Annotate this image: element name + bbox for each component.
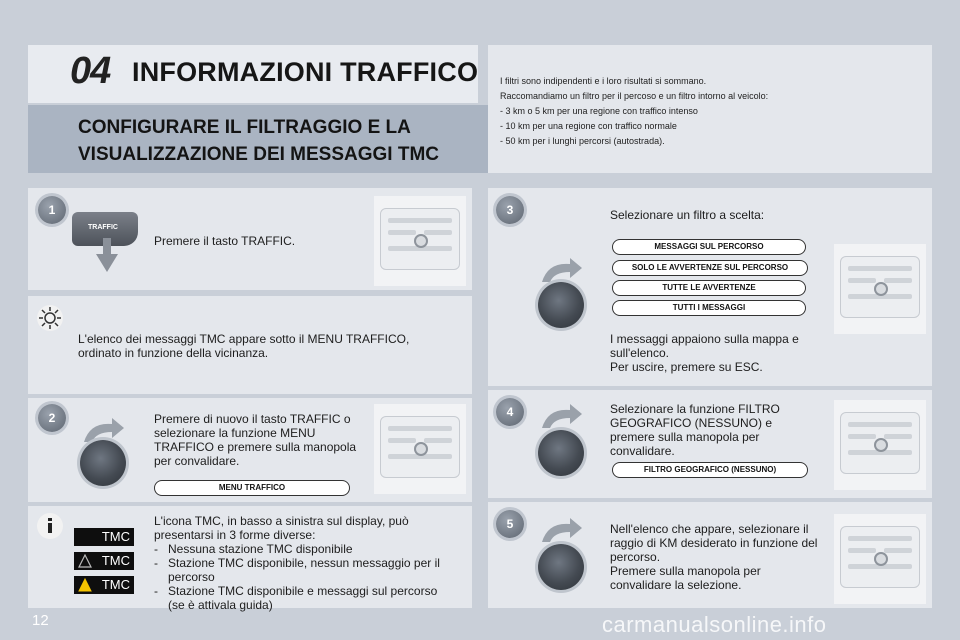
filter-option[interactable]: TUTTI I MESSAGGI (612, 300, 806, 316)
menu-traffico-pill: MENU TRAFFICO (154, 480, 350, 496)
tip-text: L'elenco dei messaggi TMC appare sotto il MENU TRAFFICO, ordinato in funzione della vicinanza. (78, 332, 410, 360)
tmc-status-messages: TMC (74, 576, 134, 594)
step5-text2: Premere sulla manopola per convalidare la selezione. (610, 564, 761, 592)
curved-arrow-icon (540, 516, 584, 544)
rotary-knob-icon (538, 282, 584, 328)
step1-text: Premere il tasto TRAFFIC. (154, 234, 296, 248)
step2-text: Premere di nuovo il tasto TRAFFIC o selezionare la funzione MENU TRAFFICO e premere sulla manopola per convalidare. (154, 412, 357, 468)
intro-line: Raccomandiamo un filtro per il percoso e un filtro intorno al veicolo: (500, 91, 769, 101)
list-item: - Stazione TMC disponibile, nessun messaggio per il percorso (154, 556, 440, 584)
sun-tip-icon (36, 304, 64, 332)
traffic-button-icon: TRAFFIC (72, 212, 138, 246)
rotary-knob-icon (80, 440, 126, 486)
page-title: INFORMAZIONI TRAFFICO (132, 57, 479, 87)
page-number: 12 (32, 612, 49, 629)
filter-option[interactable]: TUTTE LE AVVERTENZE (612, 280, 806, 296)
info-list (154, 542, 454, 612)
intro-line: - 50 km per i lunghi percorsi (autostrada). (500, 136, 665, 146)
filter-option[interactable]: SOLO LE AVVERTENZE SUL PERCORSO (612, 260, 808, 276)
step5-badge: 5 (496, 510, 524, 538)
radio-unit-image (374, 404, 466, 494)
intro-text (500, 74, 920, 149)
step3-badge: 3 (496, 196, 524, 224)
intro-line: I filtri sono indipendenti e i loro risultati si sommano. (500, 76, 707, 86)
warning-yellow-icon (78, 578, 92, 592)
list-item: - Nessuna stazione TMC disponibile (154, 542, 353, 556)
section-subtitle: CONFIGURARE IL FILTRAGGIO E LA VISUALIZZAZIONE DEI MESSAGGI TMC (78, 117, 440, 165)
watermark: carmanualsonline.info (602, 612, 827, 637)
intro-line: - 10 km per una regione con traffico normale (500, 121, 677, 131)
step1-badge: 1 (38, 196, 66, 224)
info-intro: L'icona TMC, in basso a sinistra sul display, può presentarsi in 3 forme diverse: (154, 514, 409, 542)
geo-filter-pill[interactable]: FILTRO GEOGRAFICO (NESSUNO) (612, 462, 808, 478)
step4-text: Selezionare la funzione FILTRO GEOGRAFICO (NESSUNO) e premere sulla manopola per convalidare. (610, 402, 780, 458)
radio-unit-image (834, 514, 926, 604)
section-number: 04 (70, 50, 111, 92)
intro-line: - 3 km o 5 km per una regione con traffico intenso (500, 106, 698, 116)
curved-arrow-icon (540, 402, 584, 430)
filter-option[interactable]: MESSAGGI SUL PERCORSO (612, 239, 806, 255)
step3-after-text: I messaggi appaiono sulla mappa e sull'elenco. (610, 332, 799, 360)
radio-unit-image (834, 244, 926, 334)
tmc-status-none: TMC (74, 528, 134, 546)
radio-unit-image (374, 196, 466, 286)
step4-badge: 4 (496, 398, 524, 426)
rotary-knob-icon (538, 430, 584, 476)
tmc-status-available: TMC (74, 552, 134, 570)
arrow-down-icon (94, 238, 120, 272)
step3-text: Selezionare un filtro a scelta: (610, 208, 765, 222)
step5-text: Nell'elenco che appare, selezionare il raggio di KM desiderato in funzione del percorso. (610, 522, 818, 564)
curved-arrow-icon (540, 256, 584, 284)
radio-unit-image (834, 400, 926, 490)
info-icon (36, 512, 64, 540)
step2-badge: 2 (38, 404, 66, 432)
list-item: - Stazione TMC disponibile e messaggi sul percorso (se è attivala guida) (154, 584, 438, 612)
warning-outline-icon (78, 554, 92, 568)
rotary-knob-icon (538, 544, 584, 590)
step3-exit-text: Per uscire, premere su ESC. (610, 360, 763, 374)
